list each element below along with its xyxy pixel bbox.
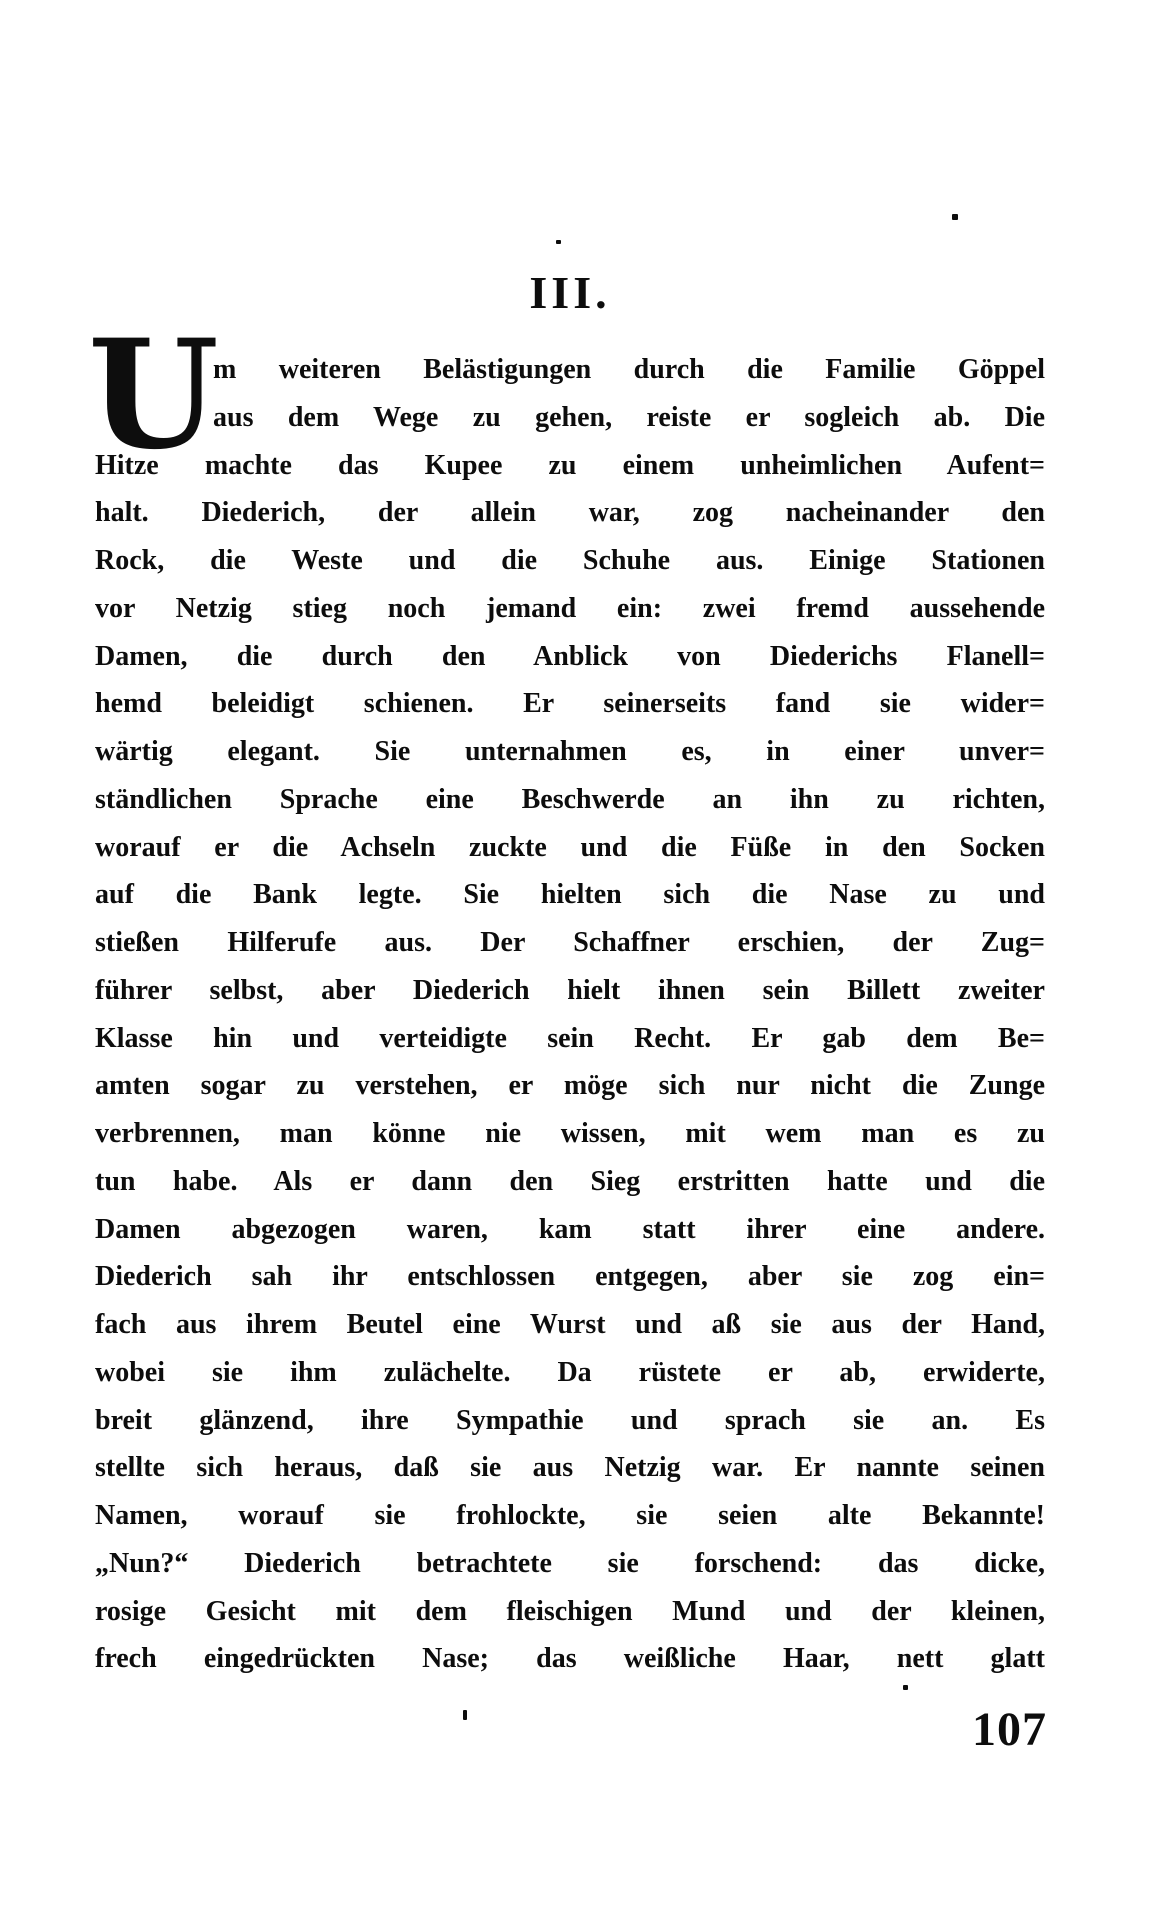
body-text (95, 346, 1045, 1683)
text-line: frech eingedrückten Nase; das weißliche Haar, nett glatt (95, 1643, 1045, 1675)
text-line: rosige Gesicht mit dem fleischigen Mund und der kleinen, (95, 1595, 1045, 1627)
text-line: Namen, worauf sie frohlockte, sie seien alte Bekannte! (95, 1500, 1045, 1531)
text-line: amten sogar zu verstehen, er möge sich nur nicht die Zunge (95, 1070, 1045, 1102)
text-line: Damen, die durch den Anblick von Diederichs Flanell= (95, 640, 1045, 672)
text-line: wobei sie ihm zulächelte. Da rüstete er ab, erwiderte, (95, 1356, 1045, 1388)
text-line: Hitze machte das Kupee zu einem unheimlichen Aufent= (95, 449, 1045, 481)
text-line: Rock, die Weste und die Schuhe aus. Einige Stationen (95, 545, 1045, 576)
text-line: m weiteren Belästigungen durch die Familie Göppel (213, 354, 1045, 385)
text-line: „Nun?“ Diederich betrachtete sie forschend: das dicke, (95, 1547, 1045, 1579)
text-line: breit glänzend, ihre Sympathie und sprach sie an. Es (95, 1404, 1045, 1436)
scan-speck (463, 1710, 467, 1720)
text-line: hemd beleidigt schienen. Er seinerseits fand sie wider= (95, 688, 1045, 720)
page-number: 107 (972, 1703, 1047, 1756)
text-line: tun habe. Als er dann den Sieg erstritten hatte und die (95, 1165, 1045, 1197)
drop-cap-initial: U (88, 307, 219, 483)
text-line: stießen Hilferufe aus. Der Schaffner erschien, der Zug= (95, 927, 1045, 958)
text-line: auf die Bank legte. Sie hielten sich die Nase zu und (95, 879, 1045, 911)
text-line: Damen abgezogen waren, kam statt ihrer eine andere. (95, 1213, 1045, 1245)
scan-speck (903, 1685, 908, 1690)
text-line: Diederich sah ihr entschlossen entgegen, aber sie zog ein= (95, 1261, 1045, 1293)
scan-speck (556, 240, 561, 244)
text-line: führer selbst, aber Diederich hielt ihnen sein Billett zweiter (95, 974, 1045, 1006)
text-line: worauf er die Achseln zuckte und die Füße in den Socken (95, 831, 1045, 863)
chapter-heading: III. (529, 267, 611, 318)
text-line: ständlichen Sprache eine Beschwerde an ihn zu richten, (95, 783, 1045, 815)
text-line: halt. Diederich, der allein war, zog nacheinander den (95, 497, 1045, 529)
text-line: Klasse hin und verteidigte sein Recht. Er gab dem Be= (95, 1022, 1045, 1054)
text-line: vor Netzig stieg noch jemand ein: zwei fremd aussehende (95, 592, 1045, 624)
text-line: fach aus ihrem Beutel eine Wurst und aß sie aus der Hand, (95, 1309, 1045, 1340)
text-line: aus dem Wege zu gehen, reiste er sogleich ab. Die (213, 401, 1045, 433)
text-line: verbrennen, man könne nie wissen, mit wem man es zu (95, 1118, 1045, 1149)
scan-speck (952, 214, 958, 220)
text-line: stellte sich heraus, daß sie aus Netzig war. Er nannte seinen (95, 1452, 1045, 1484)
text-line: wärtig elegant. Sie unternahmen es, in einer unver= (95, 736, 1045, 767)
